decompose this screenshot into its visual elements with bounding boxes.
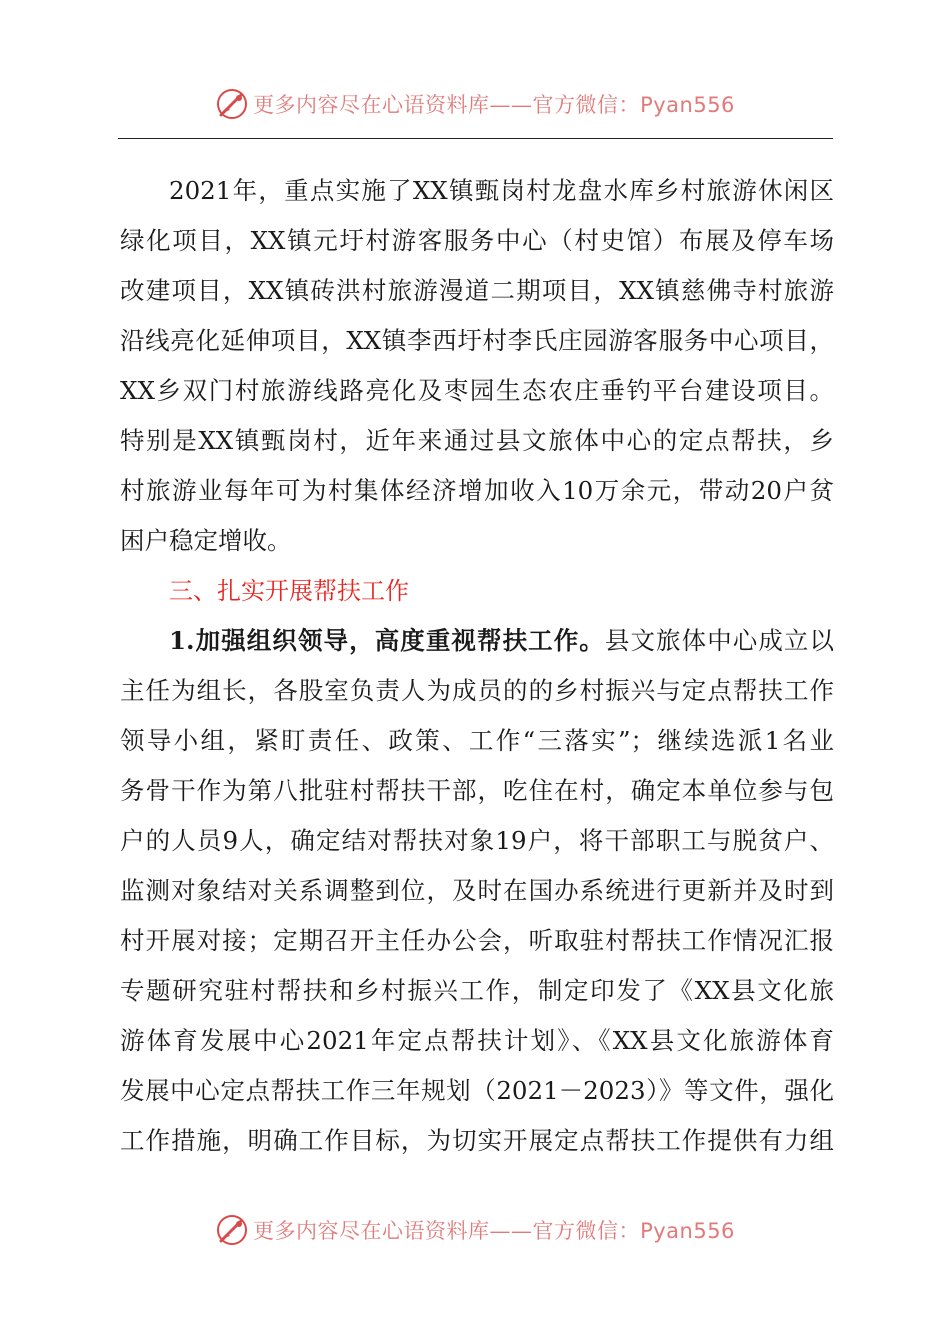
body-line: 村旅游业每年可为村集体经济增加收入10万余元，带动20户贫 — [120, 476, 834, 505]
pen-logo-icon — [215, 1213, 249, 1247]
paragraph-lead-line — [120, 616, 834, 666]
banner-text: 更多内容尽在心语资料库——官方微信： — [253, 93, 641, 117]
section-heading: 三、扎实开展帮扶工作 — [169, 577, 409, 605]
body-line: 务骨干作为第八批驻村帮扶干部，吃住在村，确定本单位参与包 — [120, 776, 834, 805]
body-line: 专题研究驻村帮扶和乡村振兴工作，制定印发了《XX县文化旅 — [120, 976, 834, 1005]
banner-text: 更多内容尽在心语资料库——官方微信： — [253, 1219, 641, 1243]
body-line: 游体育发展中心2021年定点帮扶计划》、《XX县文化旅游体育 — [120, 1026, 834, 1055]
body-line: 绿化项目，XX镇元圩村游客服务中心（村史馆）布展及停车场 — [120, 226, 834, 255]
paragraph-lead-rest: 县文旅体中心成立以 — [604, 626, 835, 655]
header-watermark-banner — [0, 82, 950, 126]
header-divider — [118, 138, 833, 139]
body-line: 工作措施，明确工作目标，为切实开展定点帮扶工作提供有力组 — [120, 1126, 834, 1155]
pen-logo-icon — [215, 87, 249, 121]
paragraph-lead-bold: 1.加强组织领导，高度重视帮扶工作。 — [169, 626, 605, 655]
banner-wechat-id: Pyan556 — [640, 93, 735, 117]
body-line: 领导小组，紧盯责任、政策、工作“三落实”；继续选派1名业 — [120, 726, 834, 755]
body-line: 2021年，重点实施了XX镇甄岗村龙盘水库乡村旅游休闲区 — [169, 176, 834, 205]
document-body — [120, 166, 834, 1166]
body-line: 沿线亮化延伸项目，XX镇李西圩村李氏庄园游客服务中心项目， — [120, 326, 834, 355]
body-line: 改建项目，XX镇砖洪村旅游漫道二期项目，XX镇慈佛寺村旅游 — [120, 276, 834, 305]
body-line: 主任为组长，各股室负责人为成员的的乡村振兴与定点帮扶工作 — [120, 676, 834, 705]
footer-watermark-banner — [0, 1208, 950, 1252]
body-line: 村开展对接；定期召开主任办公会，听取驻村帮扶工作情况汇报 — [120, 926, 834, 955]
banner-wechat-id: Pyan556 — [640, 1219, 735, 1243]
body-line: 困户稳定增收。 — [120, 526, 292, 555]
body-line: XX乡双门村旅游线路亮化及枣园生态农庄垂钓平台建设项目。 — [120, 376, 834, 405]
body-line: 监测对象结对关系调整到位，及时在国办系统进行更新并及时到 — [120, 876, 834, 905]
body-line: 发展中心定点帮扶工作三年规划（2021－2023）》等文件，强化 — [120, 1076, 834, 1105]
body-line: 户的人员9人，确定结对帮扶对象19户，将干部职工与脱贫户、 — [120, 826, 834, 855]
body-line: 特别是XX镇甄岗村，近年来通过县文旅体中心的定点帮扶，乡 — [120, 426, 834, 455]
